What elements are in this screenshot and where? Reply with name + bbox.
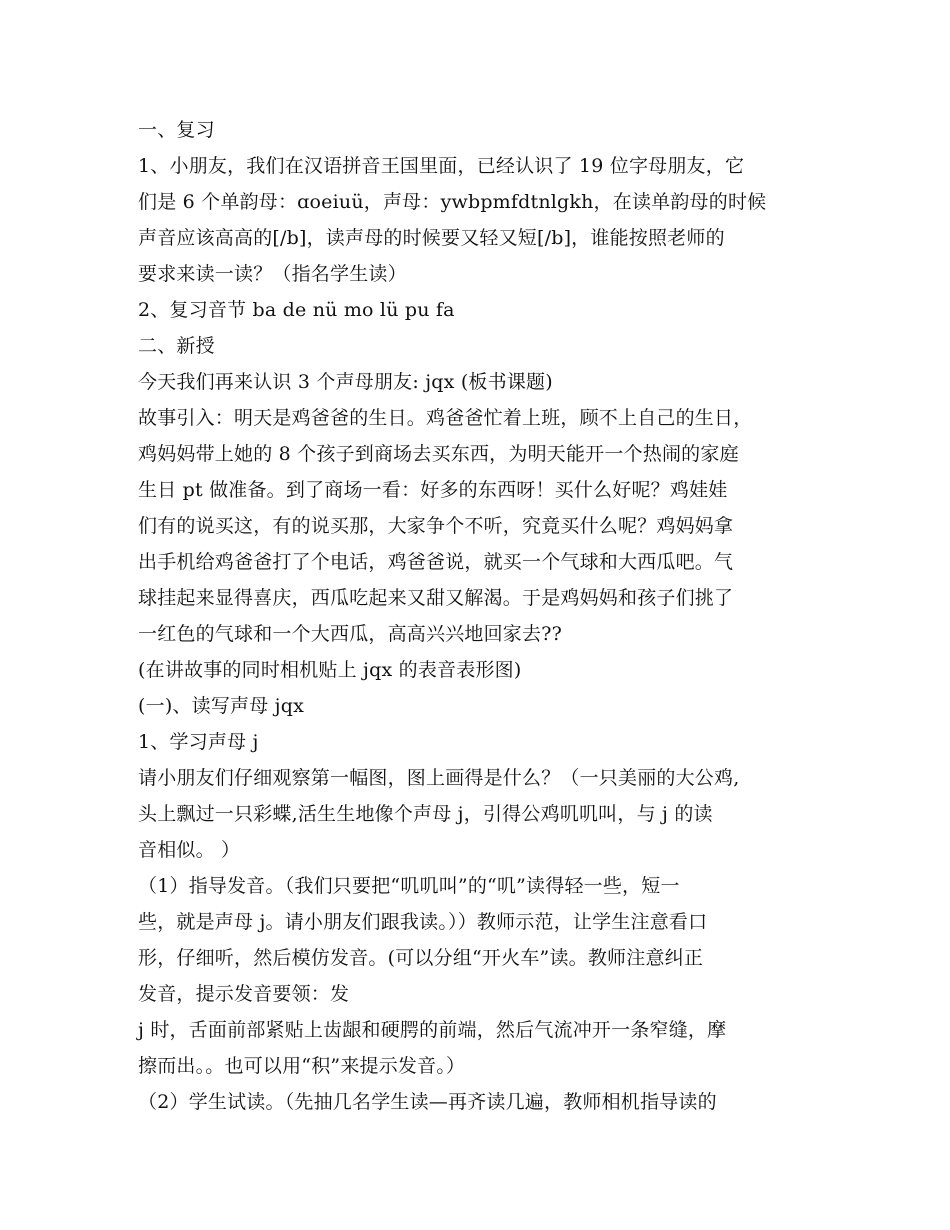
text-line: 1、小朋友，我们在汉语拼音王国里面，已经认识了 19 位字母朋友，它 xyxy=(138,155,745,177)
section-heading-review: 一、复习 xyxy=(138,119,215,141)
text-line: 故事引入：明天是鸡爸爸的生日。鸡爸爸忙着上班，顾不上自己的生日， xyxy=(138,407,753,429)
text-line: 擦而出。。也可以用“积”来提示发音。） xyxy=(138,1055,466,1077)
text-line: (在讲故事的同时相机贴上 jqx 的表音表形图) xyxy=(138,659,522,681)
subsection-heading: 1、学习声母 j xyxy=(138,731,259,753)
section-heading-new-lesson: 二、新授 xyxy=(138,335,215,357)
text-line: 要求来读一读？（指名学生读） xyxy=(138,263,407,285)
subsection-heading: (一)、读写声母 jqx xyxy=(138,695,305,717)
text-line: 形，仔细听，然后模仿发音。(可以分组“开火车”读。教师注意纠正 xyxy=(138,947,704,969)
text-line: 出手机给鸡爸爸打了个电话，鸡爸爸说，就买一个气球和大西瓜吧。气 xyxy=(138,551,734,573)
text-line: 发音，提示发音要领：发 xyxy=(138,983,350,1005)
text-line: （2）学生试读。（先抽几名学生读—再齐读几遍，教师相机指导读的 xyxy=(138,1091,717,1113)
document-body xyxy=(138,112,828,1120)
text-line: 请小朋友们仔细观察第一幅图，图上画得是什么？（一只美丽的大公鸡, xyxy=(138,767,740,789)
text-line: 生日 pt 做准备。到了商场一看：好多的东西呀！买什么好呢？鸡娃娃 xyxy=(138,479,728,501)
text-line: j 时，舌面前部紧贴上齿龈和硬腭的前端，然后气流冲开一条窄缝，摩 xyxy=(138,1019,727,1041)
text-line: 球挂起来显得喜庆，西瓜吃起来又甜又解渴。于是鸡妈妈和孩子们挑了 xyxy=(138,587,734,609)
text-line: 今天我们再来认识 3 个声母朋友: jqx (板书课题) xyxy=(138,371,553,393)
text-line: 声音应该高高的[/b]，读声母的时候要又轻又短[/b]，谁能按照老师的 xyxy=(138,227,725,249)
text-line: 头上飘过一只彩蝶,活生生地像个声母 j，引得公鸡叽叽叫，与 j 的读 xyxy=(138,803,713,825)
text-line: 们是 6 个单韵母：ɑoeiuü，声母：ywbpmfdtnlgkh，在读单韵母的时候 xyxy=(138,191,767,213)
text-line: 鸡妈妈带上她的 8 个孩子到商场去买东西，为明天能开一个热闹的家庭 xyxy=(138,443,739,465)
text-line: 一红色的气球和一个大西瓜，高高兴兴地回家去?? xyxy=(138,623,562,645)
text-line: （1）指导发音。（我们只要把“叽叽叫”的“叽”读得轻一些，短一 xyxy=(138,875,680,897)
text-line: 们有的说买这，有的说买那，大家争个不听，究竟买什么呢？鸡妈妈拿 xyxy=(138,515,734,537)
text-line: 2、复习音节 ba de nü mo lü pu fa xyxy=(138,299,455,321)
text-line: 些，就是声母 j。请小朋友们跟我读。））教师示范，让学生注意看口 xyxy=(138,911,708,933)
text-line: 音相似。 ） xyxy=(138,839,241,861)
